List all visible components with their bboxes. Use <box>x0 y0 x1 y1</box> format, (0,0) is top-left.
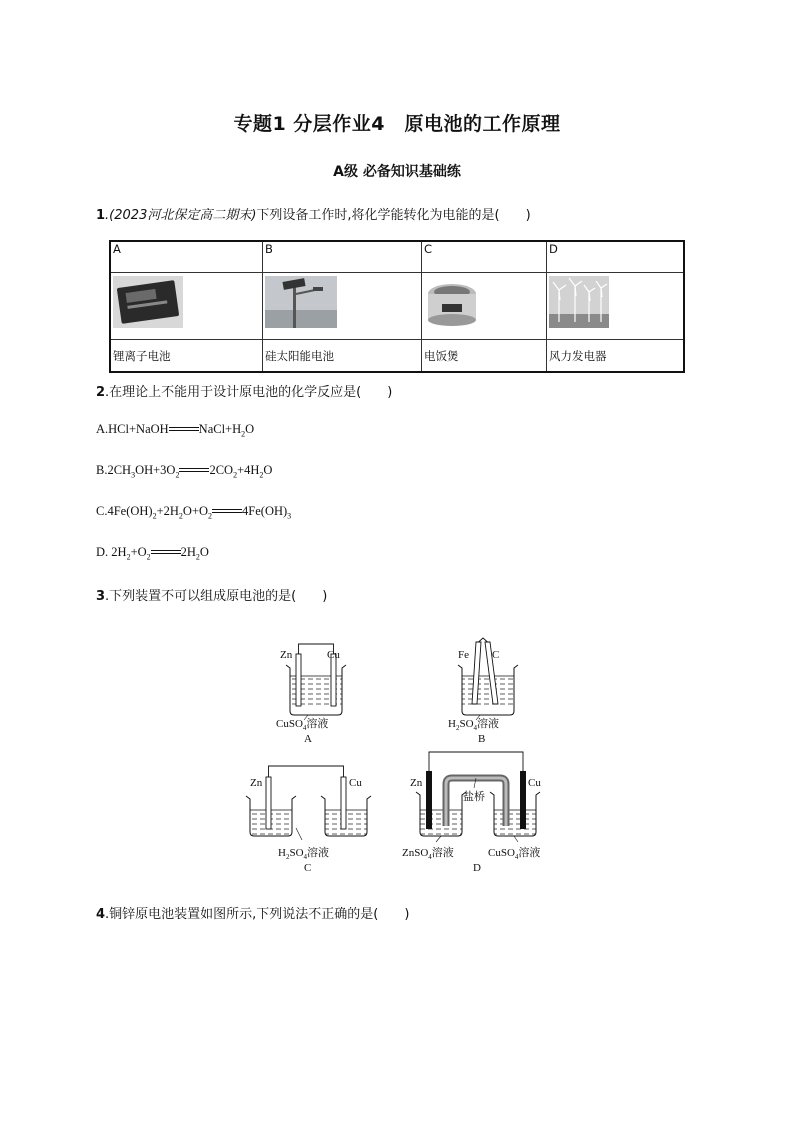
wind-turbine-image <box>549 276 609 328</box>
subscript: 2 <box>126 552 131 562</box>
equation-rhs: NaCl+H <box>198 422 242 436</box>
equation-rhs: +4H <box>237 463 260 477</box>
apparatus-label: A <box>304 733 312 745</box>
electrode-label: Zn <box>410 777 423 789</box>
solar-streetlight-image <box>265 276 337 328</box>
subscript: 3 <box>287 511 292 521</box>
question-source: .(2023河北保定高二期末) <box>105 208 257 223</box>
option-b <box>96 463 272 480</box>
option-letter: C <box>422 241 547 273</box>
apparatus-d <box>402 752 541 874</box>
question-text: 下列设备工作时,将化学能转化为电能的是( ) <box>256 208 531 223</box>
option-image-cell <box>422 273 547 340</box>
option-image-cell <box>263 273 422 340</box>
apparatus-label: B <box>478 733 486 745</box>
subscript: 2 <box>146 552 151 562</box>
equation-lhs: +O <box>130 545 147 559</box>
equation-lhs: +2H <box>156 504 179 518</box>
subscript: 2 <box>178 511 183 521</box>
solution-label: CuSO$_4$溶液 <box>488 847 541 861</box>
option-letter: D <box>547 241 685 273</box>
equation-lhs: O+O <box>182 504 209 518</box>
option-letter: A <box>110 241 263 273</box>
electrode-label: Cu <box>349 777 362 789</box>
option-caption: 电饭煲 <box>422 340 547 373</box>
question-text: .铜锌原电池装置如图所示,下列说法不正确的是( ) <box>105 907 410 922</box>
option-c <box>96 504 291 521</box>
electrode-label: Fe <box>458 649 469 661</box>
question-number: 4 <box>96 907 106 922</box>
rice-cooker-image <box>424 276 480 328</box>
solution-label: CuSO$_4$溶液 <box>276 718 329 732</box>
equation-rhs: O <box>263 463 273 477</box>
battery-image <box>113 276 183 328</box>
equation-lhs: D. 2H <box>96 545 127 559</box>
subscript: 2 <box>259 470 264 480</box>
subscript: 3 <box>131 470 136 480</box>
equals-sign-icon <box>212 507 242 517</box>
electrode-label: Cu <box>327 649 340 661</box>
equation-lhs: A.HCl+NaOH <box>96 422 169 436</box>
equation-rhs: 4Fe(OH) <box>242 504 288 518</box>
subscript: 2 <box>195 552 200 562</box>
option-a <box>96 422 254 439</box>
option-d <box>96 545 209 562</box>
apparatus-a <box>276 644 346 745</box>
electrode-label: Zn <box>250 777 263 789</box>
equation-rhs: O <box>245 422 255 436</box>
apparatus-label: C <box>304 862 312 874</box>
option-caption: 风力发电器 <box>547 340 685 373</box>
equals-sign-icon <box>151 548 181 558</box>
equation-lhs: C.4Fe(OH) <box>96 504 153 518</box>
solution-label: $H_2SO_4$溶液 <box>448 718 500 732</box>
electrode-label: Cu <box>528 777 541 789</box>
question-2 <box>96 381 392 400</box>
subscript: 2 <box>152 511 157 521</box>
apparatus-c <box>246 766 371 874</box>
equation-rhs: 2H <box>180 545 196 559</box>
question-number: 1 <box>96 208 106 223</box>
question-text: .下列装置不可以组成原电池的是( ) <box>105 589 328 604</box>
option-image-cell <box>110 273 263 340</box>
subscript: 2 <box>233 470 238 480</box>
option-image-cell <box>547 273 685 340</box>
page-title: 专题1 分层作业4 原电池的工作原理 <box>233 113 561 135</box>
option-letter: B <box>263 241 422 273</box>
subscript: 2 <box>241 429 246 439</box>
question-number: 2 <box>96 385 106 400</box>
solution-label: ZnSO$_4$溶液 <box>402 847 454 861</box>
question-number: 3 <box>96 589 106 604</box>
equation-lhs: B.2CH <box>96 463 132 477</box>
question-4 <box>96 903 409 922</box>
option-caption: 硅太阳能电池 <box>263 340 422 373</box>
salt-bridge-label: 盐桥 <box>463 791 485 803</box>
apparatus-b <box>448 638 518 745</box>
equals-sign-icon <box>179 466 209 476</box>
options-table <box>109 240 685 373</box>
apparatus-figure <box>236 632 556 877</box>
option-caption: 锂离子电池 <box>110 340 263 373</box>
level-heading: A级 必备知识基础练 <box>333 164 461 180</box>
solution-label: $H_2SO_4$溶液 <box>278 847 330 861</box>
electrode-label: C <box>492 649 500 661</box>
equals-sign-icon <box>169 425 199 435</box>
apparatus-label: D <box>473 862 481 874</box>
electrode-label: Zn <box>280 649 293 661</box>
question-text: .在理论上不能用于设计原电池的化学反应是( ) <box>105 385 393 400</box>
subscript: 2 <box>208 511 213 521</box>
question-3 <box>96 585 327 604</box>
question-1 <box>96 204 531 223</box>
equation-rhs: O <box>199 545 209 559</box>
subscript: 2 <box>175 470 180 480</box>
equation-rhs: 2CO <box>209 463 234 477</box>
equation-lhs: OH+3O <box>135 463 176 477</box>
